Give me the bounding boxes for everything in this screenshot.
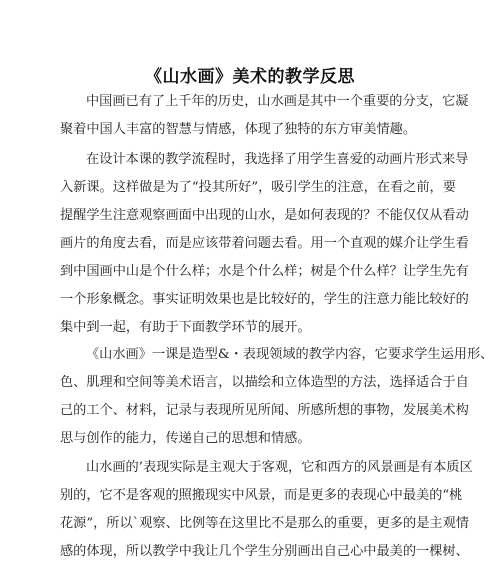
- paragraph-line: 色、肌理和空间等美术语言，以描绘和立体造型的方法，选择适合于自: [60, 375, 469, 390]
- paragraph-line: 山水画的’表现实际是主观大于客观，它和西方的风景画是有本质区: [86, 460, 473, 475]
- paragraph-line: 画片的角度去看，而是应该带着问题去看。用一个直观的媒介让学生看: [60, 236, 469, 251]
- paragraph-line: 己的工个、材料，记录与表现所见所闻、所感所想的事物，发展美术构: [60, 403, 469, 418]
- paragraph-line: 集中到一起，有助于下面教学环节的展开。: [60, 320, 311, 335]
- document-title: 《山水画》美术的教学反思: [145, 67, 355, 87]
- paragraph-line: 一个形象概念。事实证明效果也是比较好的，学生的注意力能比较好的: [60, 292, 469, 307]
- paragraph-line: 中国画已有了上千年的历史，山水画是其中一个重要的分支，它凝: [86, 94, 469, 109]
- paragraph-line: 花源”，所以`观察、比例等在这里比不是那么的重要，更多的是主观情: [60, 516, 469, 531]
- paragraph-line: 《山水画》一课是造型&・表现领域的教学内容，它要求学生运用形、: [86, 347, 494, 362]
- paragraph-line: 在设计本课的教学流程时，我选择了用学生喜爱的动画片形式来导: [86, 152, 469, 167]
- paragraph-line: 别的，它不是客观的照搬现实中风景，而是更多的表现心中最美的“桃: [60, 488, 463, 503]
- paragraph-line: 思与创作的能力，传递自己的思想和情感。: [60, 431, 311, 446]
- paragraph-line: 提醒学生注意观察画面中出现的山水，是如何表现的？不能仅仅从看动: [60, 208, 469, 223]
- paragraph-line: 感的体现，所以教学中我让几个学生分别画出自己心中最美的一棵树、: [60, 544, 469, 559]
- paragraph-line: 入新课。这样做是为了“投其所好”，吸引学生的注意，在看之前，要: [60, 180, 456, 195]
- paragraph-line: 到中国画中山是个什么样；水是个什么样；树是个什么样？让学生先有: [60, 264, 469, 279]
- paragraph-line: 聚着中国人丰富的智慧与情感，体现了独特的东方审美情趣。: [60, 122, 417, 137]
